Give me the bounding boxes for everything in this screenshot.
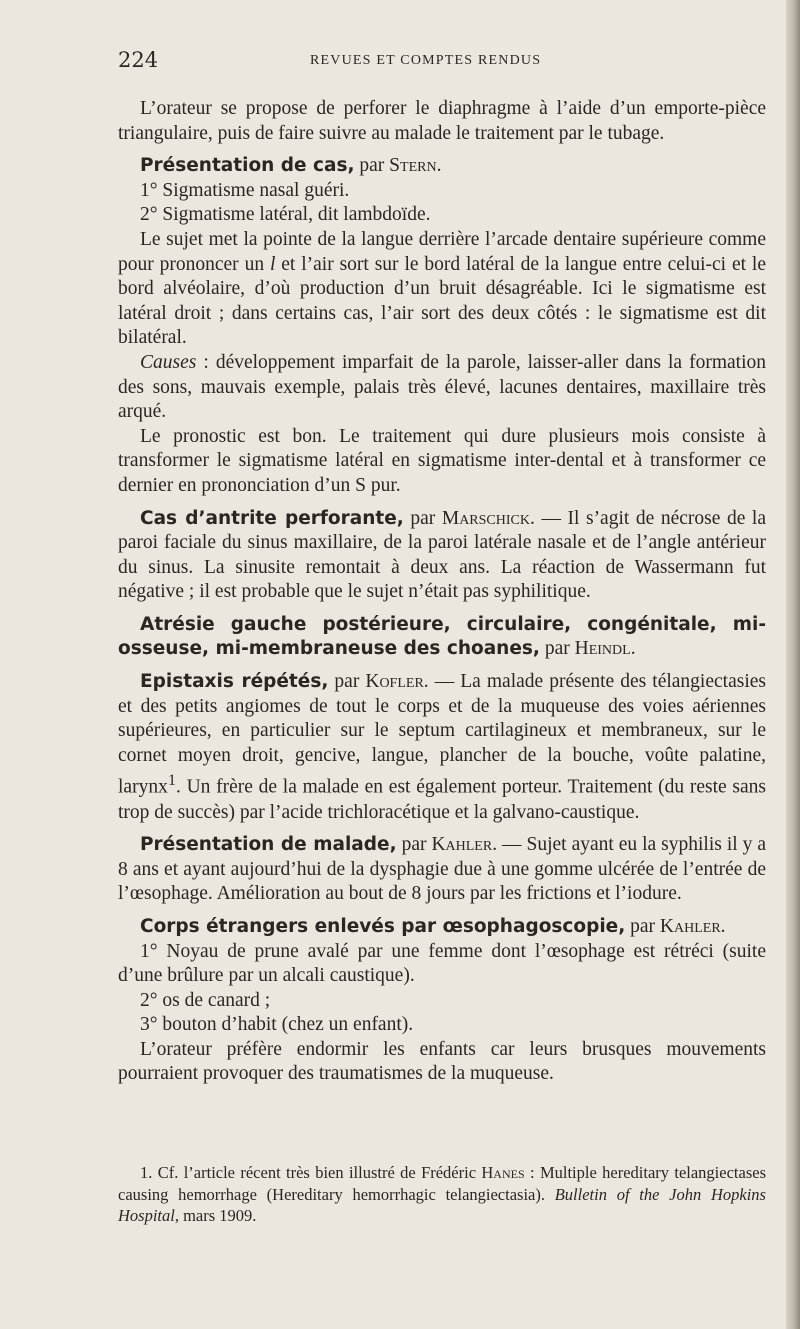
by-word: par	[625, 915, 660, 937]
paragraph: Le pronostic est bon. Le traitement qui dure plusieurs mois consiste à transformer le sigmatisme latéral en sigmatisme inter-dental et à transformer ce dernier en prononciation d’un S pur.	[118, 425, 766, 496]
list-item: 2° Sigmatisme latéral, dit lambdoïde.	[140, 204, 431, 226]
text-run: , mars 1909.	[174, 1206, 257, 1225]
paragraph	[118, 351, 766, 425]
text-run: 1. Cf. l’article récent très bien illustré de Frédéric	[140, 1163, 482, 1182]
author: Kofler	[365, 671, 424, 693]
text-run: . — Sujet ayant eu la syphilis il y a 8 ans et ayant aujourd’hui de la dysphagie due à une gomme ulcérée de l’entrée de l’œsophage. Amélioration au bout de 8 jours par les frictions et l’iodure.	[118, 834, 766, 905]
running-title: REVUES ET COMPTES RENDUS	[310, 53, 542, 68]
section-paragraph	[118, 507, 766, 605]
list-item: 3° bouton d’habit (chez un enfant).	[140, 1014, 414, 1036]
text-run: . — La malade présente des télangiectasies et des petits angiomes de tout le corps et de la muqueuse des voies aériennes supérieures, en particulier sur le septum cartilagineux et membraneux, sur le cornet moyen droit, gencive, langue, plancher de la bouche, voûte palatine, larynx	[118, 671, 766, 798]
paragraph: L’orateur se propose de perforer le diaphragme à l’aide d’un emporte-pièce triangulaire, puis de faire suivre au malade le traitement par le tubage.	[118, 98, 766, 144]
page-header	[118, 48, 766, 78]
footnote	[118, 1162, 766, 1227]
section-title: Epistaxis répétés,	[140, 671, 329, 693]
footnote-ref: 1	[167, 771, 176, 790]
list-item: 1° Noyau de prune avalé par une femme dont l’œsophage est rétréci (suite d’une brûlure par un alcali caustique).	[118, 940, 766, 987]
section-heading	[118, 613, 766, 662]
text-run: : développement imparfait de la parole, laisser-aller dans la formation des sons, mauvais exemple, palais très élevé, lacunes dentaires, maxillaire très arqué.	[118, 351, 766, 423]
italic-label: Causes	[140, 351, 197, 373]
italic-letter: l	[269, 253, 276, 275]
list-item: 2° os de canard ;	[140, 989, 271, 1011]
text-run: . — Il s’agit de nécrose de la paroi faciale du sinus maxillaire, de la paroi latérale nasale et de l’angle antérieur du sinus. La sinusite remontait à deux ans. La réaction de Wassermann fut négative ; il est probable que le sujet n’était pas syphilitique.	[118, 507, 766, 603]
by-word: par	[328, 671, 366, 693]
text-run: et l’air sort sur le bord latéral de la langue entre celui-ci et le bord alvéolaire, d’où production d’un bruit désagréable. Ici le sigmatisme est latéral droit ; dans certains cas, l’air sort des deux côtés : le sigmatisme est dit bilatéral.	[118, 253, 766, 349]
section-title: Cas d’antrite perforante,	[140, 507, 404, 529]
section-heading	[118, 915, 766, 940]
section-title: Atrésie gauche postérieure, circulaire, congénitale, mi-osseuse, mi-membraneuse des choanes,	[118, 613, 766, 660]
body-text	[118, 97, 766, 1087]
punctuation: .	[436, 155, 442, 177]
section-title: Présentation de cas,	[140, 155, 355, 177]
text-run: : Multiple hereditary telangiectases causing hemorrhage (Hereditary hemorrhagic telangiectasia).	[118, 1163, 766, 1204]
text-run: . Un frère de la malade en est également porteur. Traitement (du reste sans trop de succès) par l’acide trichloracétique et la galvano-caustique.	[118, 776, 766, 823]
author: Hanes	[481, 1163, 525, 1182]
paragraph: L’orateur préfère endormir les enfants car leurs brusques mouvements pourraient provoquer des traumatismes de la muqueuse.	[118, 1038, 766, 1085]
author: Heindl	[574, 638, 631, 660]
list-item: 1° Sigmatisme nasal guéri.	[140, 179, 350, 201]
author: Marschick	[441, 507, 530, 529]
by-word: par	[539, 638, 575, 660]
author: Stern	[389, 155, 437, 177]
text-run: Le sujet met la pointe de la langue derrière l’arcade dentaire supérieure comme pour prononcer un	[118, 228, 766, 275]
section-paragraph	[118, 833, 766, 907]
by-word: par	[396, 834, 432, 856]
journal-title: Bulletin of the John Hopkins Hospital	[118, 1184, 766, 1225]
paragraph	[118, 228, 766, 351]
footnotes	[118, 1162, 766, 1227]
section-title: Présentation de malade,	[140, 834, 397, 856]
author: Kahler	[659, 915, 721, 937]
author: Kahler	[431, 834, 493, 856]
section-paragraph	[118, 670, 766, 825]
page-edge	[786, 0, 800, 1329]
punctuation: .	[630, 638, 636, 660]
section-heading	[118, 154, 766, 179]
page-number: 224	[118, 48, 159, 72]
punctuation: .	[720, 915, 726, 937]
by-word: par	[403, 507, 442, 529]
section-title: Corps étrangers enlevés par œsophagoscopie,	[140, 915, 626, 937]
by-word: par	[354, 155, 390, 177]
